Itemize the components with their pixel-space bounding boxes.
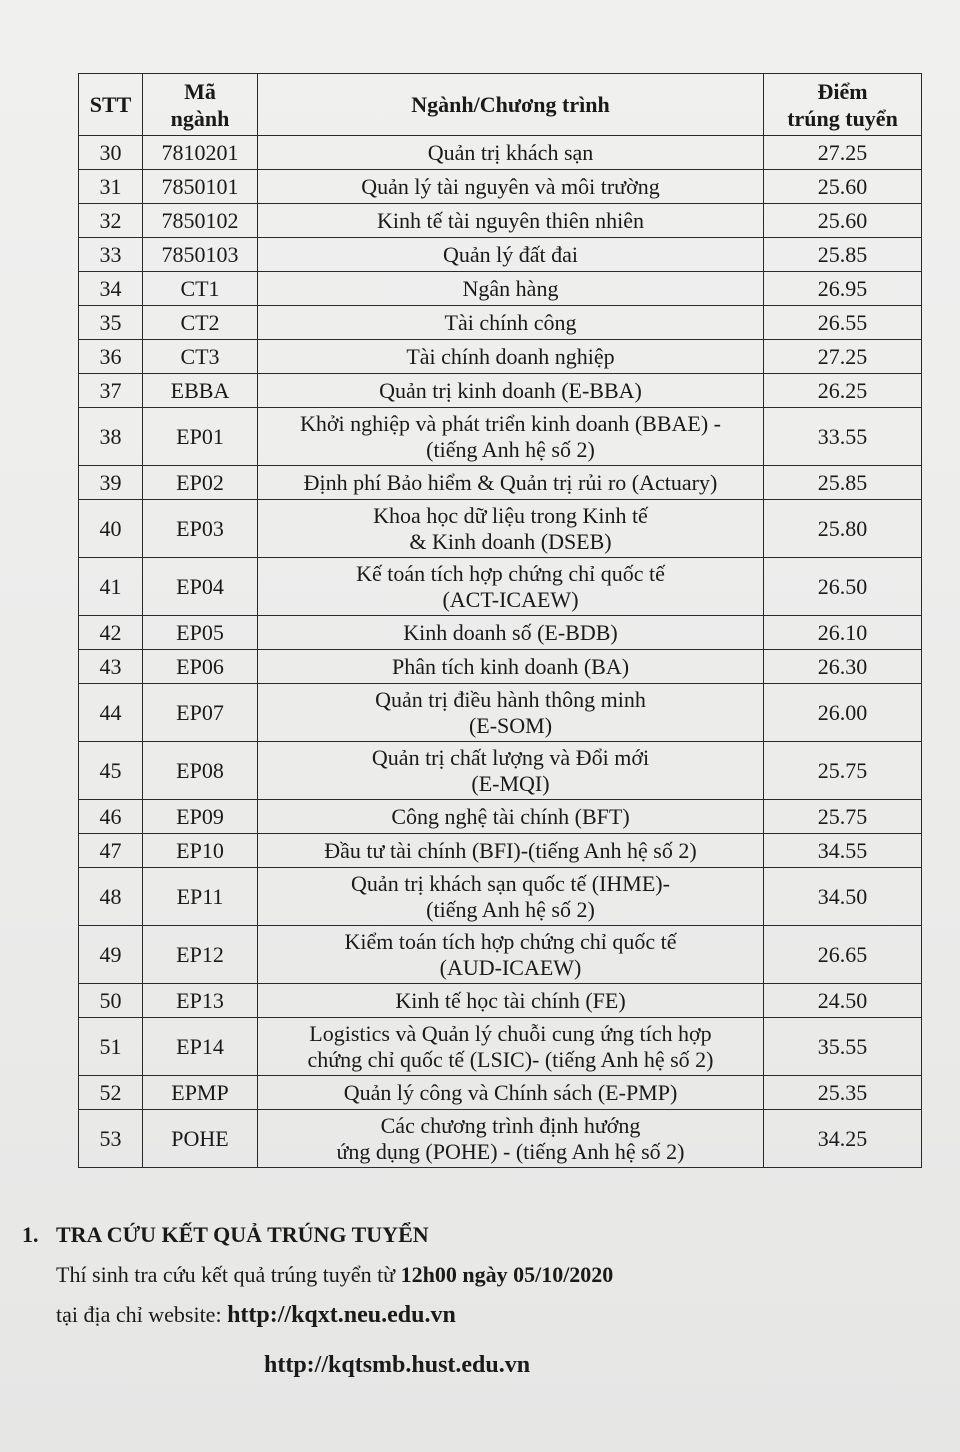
website-link-hust[interactable]: http://kqtsmb.hust.edu.vn — [264, 1352, 531, 1378]
cell-program-name — [258, 238, 764, 272]
cell-score: 34.55 — [764, 834, 922, 868]
cell-program-name — [258, 926, 764, 984]
cell-program-name — [258, 170, 764, 204]
program-name-line: Định phí Bảo hiểm & Quản trị rủi ro (Actuary) — [303, 469, 718, 495]
cell-score: 25.75 — [764, 800, 922, 834]
cell-code: 7850101 — [143, 170, 258, 204]
table-row — [79, 742, 922, 800]
program-name-line: (E-MQI) — [471, 770, 550, 796]
program-name-line: Quản lý đất đai — [442, 241, 579, 267]
cell-code: EP09 — [143, 800, 258, 834]
cell-program-name — [258, 1076, 764, 1110]
cell-stt: 32 — [79, 204, 143, 238]
cell-score: 25.85 — [764, 238, 922, 272]
cell-code: EP01 — [143, 408, 258, 466]
table-row — [79, 1110, 922, 1168]
cell-code: EP07 — [143, 684, 258, 742]
cell-code: EPMP — [143, 1076, 258, 1110]
cell-program-name — [258, 1018, 764, 1076]
program-name-line: Kinh tế tài nguyên thiên nhiên — [377, 207, 644, 233]
table-row — [79, 306, 922, 340]
header-code — [143, 74, 258, 136]
cell-code: EP02 — [143, 466, 258, 500]
cell-code: CT2 — [143, 306, 258, 340]
notice-line-website-2 — [22, 1345, 942, 1385]
cell-stt: 38 — [79, 408, 143, 466]
program-name-line: Các chương trình định hướng — [380, 1112, 641, 1138]
cell-program-name — [258, 136, 764, 170]
cell-program-name — [258, 466, 764, 500]
program-name-line: chứng chỉ quốc tế (LSIC)- (tiếng Anh hệ số 2) — [307, 1046, 714, 1072]
cell-stt: 40 — [79, 500, 143, 558]
cell-stt: 50 — [79, 984, 143, 1018]
table-row — [79, 1076, 922, 1110]
table-row — [79, 272, 922, 306]
program-name-line: Quản trị khách sạn quốc tế (IHME)- — [351, 870, 670, 896]
cell-code: 7850102 — [143, 204, 258, 238]
cell-code: EP14 — [143, 1018, 258, 1076]
table-row — [79, 374, 922, 408]
cell-code: EP04 — [143, 558, 258, 616]
cell-score: 25.85 — [764, 466, 922, 500]
cell-score: 25.60 — [764, 204, 922, 238]
cell-program-name — [258, 684, 764, 742]
program-name-line: Ngân hàng — [462, 275, 559, 301]
cell-code: 7810201 — [143, 136, 258, 170]
cell-code: EP12 — [143, 926, 258, 984]
cell-code: POHE — [143, 1110, 258, 1168]
program-name-line: (AUD-ICAEW) — [439, 954, 582, 980]
cell-stt: 43 — [79, 650, 143, 684]
header-score-line-2: trúng tuyển — [787, 105, 898, 131]
table-row — [79, 1018, 922, 1076]
cell-stt: 31 — [79, 170, 143, 204]
table-row — [79, 684, 922, 742]
website-link-neu[interactable]: http://kqxt.neu.edu.vn — [227, 1302, 456, 1328]
cell-program-name — [258, 800, 764, 834]
notice-website-prefix: tại địa chỉ website: — [56, 1302, 222, 1327]
table-row — [79, 984, 922, 1018]
cell-score: 25.60 — [764, 170, 922, 204]
cell-score: 25.35 — [764, 1076, 922, 1110]
cell-program-name — [258, 616, 764, 650]
notice-number: 1. — [22, 1222, 39, 1247]
header-stt: STT — [79, 74, 143, 136]
admission-scores-table — [78, 73, 922, 1168]
notice-time-value: 12h00 ngày 05/10/2020 — [400, 1262, 614, 1287]
table-row — [79, 926, 922, 984]
cell-score: 35.55 — [764, 1018, 922, 1076]
cell-stt: 36 — [79, 340, 143, 374]
program-name-line: Khoa học dữ liệu trong Kinh tế — [373, 502, 648, 528]
cell-code: EP08 — [143, 742, 258, 800]
cell-score: 24.50 — [764, 984, 922, 1018]
program-name-line: Quản trị chất lượng và Đổi mới — [371, 744, 650, 770]
cell-score: 25.75 — [764, 742, 922, 800]
cell-score: 26.25 — [764, 374, 922, 408]
cell-program-name — [258, 408, 764, 466]
cell-stt: 48 — [79, 868, 143, 926]
cell-score: 33.55 — [764, 408, 922, 466]
cell-code: EP03 — [143, 500, 258, 558]
cell-code: CT3 — [143, 340, 258, 374]
cell-stt: 37 — [79, 374, 143, 408]
program-name-line: Tài chính doanh nghiệp — [406, 343, 615, 369]
cell-program-name — [258, 374, 764, 408]
table-header-row — [79, 74, 922, 136]
notice-line-time — [22, 1255, 942, 1295]
cell-score: 25.80 — [764, 500, 922, 558]
cell-stt: 35 — [79, 306, 143, 340]
cell-score: 26.55 — [764, 306, 922, 340]
cell-stt: 52 — [79, 1076, 143, 1110]
cell-stt: 39 — [79, 466, 143, 500]
lookup-notice — [22, 1215, 942, 1385]
table-row — [79, 500, 922, 558]
cell-code: CT1 — [143, 272, 258, 306]
cell-program-name — [258, 340, 764, 374]
cell-stt: 53 — [79, 1110, 143, 1168]
program-name-line: Logistics và Quản lý chuỗi cung ứng tích hợp — [309, 1020, 712, 1046]
cell-program-name — [258, 272, 764, 306]
program-name-line: Phân tích kinh doanh (BA) — [391, 653, 630, 679]
table-row — [79, 170, 922, 204]
cell-stt: 45 — [79, 742, 143, 800]
table-row — [79, 340, 922, 374]
program-name-line: (E-SOM) — [468, 712, 553, 738]
cell-program-name — [258, 650, 764, 684]
table-row — [79, 868, 922, 926]
cell-stt: 42 — [79, 616, 143, 650]
header-score — [764, 74, 922, 136]
cell-program-name — [258, 306, 764, 340]
cell-stt: 46 — [79, 800, 143, 834]
notice-heading — [22, 1215, 942, 1255]
cell-score: 26.30 — [764, 650, 922, 684]
cell-program-name — [258, 868, 764, 926]
cell-stt: 30 — [79, 136, 143, 170]
cell-program-name — [258, 500, 764, 558]
cell-stt: 34 — [79, 272, 143, 306]
cell-program-name — [258, 834, 764, 868]
table-row — [79, 136, 922, 170]
program-name-line: Công nghệ tài chính (BFT) — [391, 803, 630, 829]
program-name-line: (tiếng Anh hệ số 2) — [426, 436, 595, 462]
table-row — [79, 650, 922, 684]
header-program: Ngành/Chương trình — [258, 74, 764, 136]
program-name-line: (tiếng Anh hệ số 2) — [426, 896, 595, 922]
header-score-line-1: Điểm — [817, 78, 868, 104]
notice-line-website — [22, 1295, 942, 1335]
program-name-line: Quản trị kinh doanh (E-BBA) — [379, 377, 642, 403]
program-name-line: Quản trị điều hành thông minh — [375, 686, 646, 712]
cell-score: 27.25 — [764, 340, 922, 374]
cell-stt: 44 — [79, 684, 143, 742]
program-name-line: Kế toán tích hợp chứng chỉ quốc tế — [356, 560, 665, 586]
table-row — [79, 238, 922, 272]
program-name-line: Tài chính công — [444, 309, 577, 335]
program-name-line: Đầu tư tài chính (BFI)-(tiếng Anh hệ số 2) — [324, 837, 697, 863]
cell-code: EP06 — [143, 650, 258, 684]
program-name-line: Quản trị khách sạn — [427, 139, 594, 165]
header-code-line-1: Mã — [184, 78, 216, 104]
program-name-line: Kinh doanh số (E-BDB) — [403, 619, 618, 645]
cell-code: 7850103 — [143, 238, 258, 272]
program-name-line: Quản lý công và Chính sách (E-PMP) — [343, 1079, 678, 1105]
cell-program-name — [258, 742, 764, 800]
cell-score: 26.50 — [764, 558, 922, 616]
cell-score: 34.25 — [764, 1110, 922, 1168]
cell-code: EP10 — [143, 834, 258, 868]
cell-score: 26.10 — [764, 616, 922, 650]
header-code-line-2: ngành — [170, 105, 230, 131]
program-name-line: Kinh tế học tài chính (FE) — [395, 987, 626, 1013]
cell-stt: 41 — [79, 558, 143, 616]
cell-code: EBBA — [143, 374, 258, 408]
table-row — [79, 204, 922, 238]
cell-program-name — [258, 984, 764, 1018]
table-row — [79, 616, 922, 650]
program-name-line: Khởi nghiệp và phát triển kinh doanh (BBAE) - — [300, 410, 721, 436]
cell-stt: 49 — [79, 926, 143, 984]
notice-title: TRA CỨU KẾT QUẢ TRÚNG TUYỂN — [56, 1222, 429, 1247]
table-row — [79, 558, 922, 616]
program-name-line: Quản lý tài nguyên và môi trường — [361, 173, 660, 199]
program-name-line: & Kinh doanh (DSEB) — [409, 528, 612, 554]
table-row — [79, 408, 922, 466]
table-row — [79, 466, 922, 500]
cell-program-name — [258, 558, 764, 616]
cell-score: 27.25 — [764, 136, 922, 170]
cell-program-name — [258, 1110, 764, 1168]
notice-time-prefix: Thí sinh tra cứu kết quả trúng tuyển từ — [56, 1262, 396, 1287]
program-name-line: ứng dụng (POHE) - (tiếng Anh hệ số 2) — [336, 1138, 685, 1164]
program-name-line: Kiểm toán tích hợp chứng chỉ quốc tế — [344, 928, 677, 954]
table-row — [79, 800, 922, 834]
cell-code: EP11 — [143, 868, 258, 926]
cell-code: EP05 — [143, 616, 258, 650]
cell-score: 26.00 — [764, 684, 922, 742]
cell-code: EP13 — [143, 984, 258, 1018]
table-body — [79, 136, 922, 1168]
cell-stt: 47 — [79, 834, 143, 868]
cell-score: 34.50 — [764, 868, 922, 926]
cell-score: 26.65 — [764, 926, 922, 984]
cell-program-name — [258, 204, 764, 238]
cell-score: 26.95 — [764, 272, 922, 306]
cell-stt: 51 — [79, 1018, 143, 1076]
table-row — [79, 834, 922, 868]
cell-stt: 33 — [79, 238, 143, 272]
program-name-line: (ACT-ICAEW) — [442, 586, 579, 612]
